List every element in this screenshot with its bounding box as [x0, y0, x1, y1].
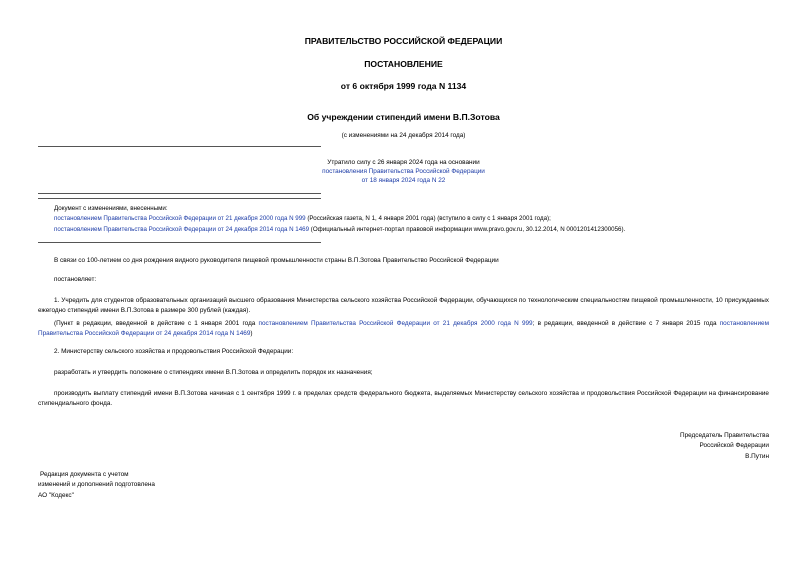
change-text: (Российская газета, N 1, 4 января 2001 года) (вступило в силу с 1 января 2001 года); [305, 215, 551, 223]
changes-item [54, 225, 784, 235]
change-link[interactable]: постановлением Правительства Российской Федерации от 24 декабря 2014 года N 1469 [54, 225, 310, 233]
lost-force-note: Утратило силу с 26 января 2024 года на основании [327, 159, 480, 166]
lost-force-link-line2[interactable]: от 18 января 2024 года N 22 [361, 177, 446, 184]
change-link[interactable]: постановлением Правительства Российской Федерации от 21 декабря 2000 года N 999 [54, 215, 306, 223]
editorial-line: Редакция документа с учетом [40, 471, 129, 478]
date-number-heading: от 6 октября 1999 года N 1134 [340, 81, 467, 91]
changes-intro: Документ с изменениями, внесенными: [54, 205, 168, 212]
doc-type-heading: ПОСТАНОВЛЕНИЕ [364, 59, 443, 69]
paragraph-1: 1. Учредить для студентов образовательных организаций высшего образования Министерства сельского хозяйства Российской Федерации, обучающихся по технологическим специальностям пищевой промышленности, 10 присуждаемых ежегодно стипендий имени В.П.Зотова в размере 300 рублей (каждая). [38, 297, 769, 314]
signature-line: В.Путин [745, 452, 769, 460]
edit-link[interactable]: постановлением Правительства Российской Федерации от 21 декабря 2000 года N 999 [258, 320, 533, 327]
lost-force-link-line1[interactable]: постановления Правительства Российской Федерации [322, 168, 485, 175]
change-text: (Официальный интернет-портал правовой информации www.pravo.gov.ru, 30.12.2014, N 0001201412300056). [309, 225, 626, 233]
editorial-line: изменений и дополнений подготовлена [38, 481, 155, 489]
signature-line: Российской Федерации [699, 442, 769, 450]
editorial-line: АО "Кодекс" [38, 491, 74, 499]
amendment-note: (с изменениями на 24 декабря 2014 года) [341, 132, 466, 139]
divider [38, 193, 321, 194]
changes-item [54, 214, 784, 224]
divider [38, 146, 321, 147]
paragraph-1-edit-note: (Пункт в редакции, введенной в действие с 1 января 2001 года постановлением Правительства Российской Федерации от 21 декабря 2000 года N 999; в редакции, введенной в действие с 7 января 2015 года постановлением Правительства Российской Федерации от 24 декабря 2014 года N 1469) [38, 320, 769, 337]
divider [38, 198, 321, 199]
paragraph-2a: разработать и утвердить положение о стипендиях имени В.П.Зотова и определить порядок их назначения; [54, 369, 373, 376]
resolves-clause: постановляет: [54, 276, 97, 283]
edit-link[interactable]: постановлением Правительства Российской Федерации от 24 декабря 2014 года N 1469 [38, 320, 769, 337]
divider [38, 242, 321, 243]
document-title: Об учреждении стипендий имени В.П.Зотова [307, 112, 500, 122]
org-heading: ПРАВИТЕЛЬСТВО РОССИЙСКОЙ ФЕДЕРАЦИИ [304, 36, 503, 46]
preamble: В связи со 100-летием со дня рождения видного руководителя пищевой промышленности страны В.П.Зотова Правительство Российской Федерации [54, 257, 499, 264]
signature-line: Председатель Правительства [680, 432, 769, 439]
changes-list [54, 204, 784, 235]
editorial-note [38, 470, 155, 501]
signature-block [680, 431, 769, 462]
paragraph-2: 2. Министерству сельского хозяйства и продовольствия Российской Федерации: [54, 348, 294, 355]
paragraph-2b: производить выплату стипендий имени В.П.Зотова начиная с 1 сентября 1999 г. в пределах средств федерального бюджета, выделяемых Министерству сельского хозяйства и продовольствия Российской Федерации на финансирование стипендиального фонда. [38, 390, 769, 407]
